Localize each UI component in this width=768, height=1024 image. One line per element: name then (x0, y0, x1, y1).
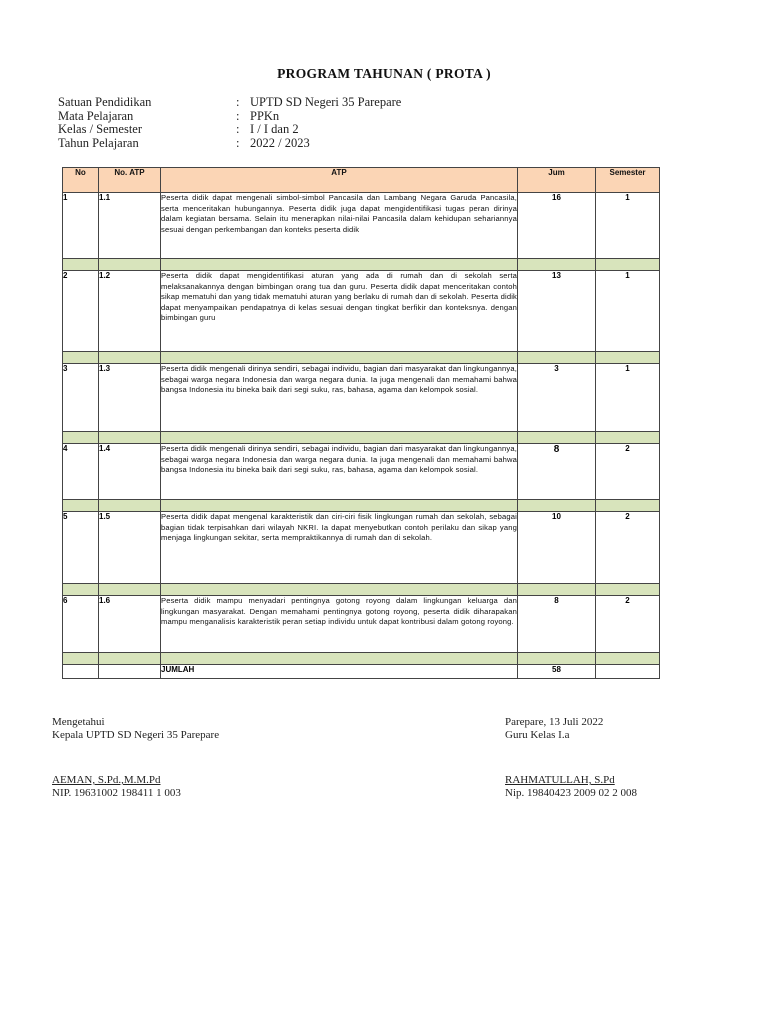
signature-left-line1: Mengetahui (52, 716, 105, 728)
row-semester: 2 (596, 444, 660, 500)
info-value: 2022 / 2023 (250, 136, 310, 151)
table-row (63, 512, 660, 584)
table-row (63, 596, 660, 653)
signature-left-nip: NIP. 19631002 198411 1 003 (52, 786, 181, 799)
row-no: 5 (63, 512, 99, 584)
signature-right (505, 716, 603, 741)
signature-right-line2: Guru Kelas I.a (505, 728, 570, 741)
info-row-mapel (58, 110, 401, 124)
table-row (63, 444, 660, 500)
total-value: 58 (518, 665, 596, 679)
header-no: No (63, 168, 99, 193)
info-label: Satuan Pendidikan (58, 95, 152, 109)
info-label: Mata Pelajaran (58, 108, 134, 123)
signature-right-block (505, 774, 637, 799)
row-semester: 2 (596, 512, 660, 584)
document-title: PROGRAM TAHUNAN ( PROTA ) (277, 66, 491, 81)
row-atp-code: 1.4 (99, 444, 161, 500)
row-atp-code: 1.6 (99, 596, 161, 653)
header-semester: Semester (596, 168, 660, 193)
signature-left-name: AEMAN, S.Pd.,M.M.Pd (52, 774, 161, 786)
spacer-row (63, 352, 660, 364)
row-atp-text: Peserta didik mampu menyadari pentingnya gotong royong dalam lingkungan keluarga dan lingkungan masyarakat. Dengan memahami pentingnya gotong royong, peserta didik diharapakan mampu menganalisis karakteristik peran setiap individu untuk dapat kontribusi dalam gotong royong. (161, 596, 518, 653)
table-row (63, 193, 660, 259)
row-atp-text: Peserta didik dapat mengenali simbol-simbol Pancasila dan Lambang Negara Garuda Pancasila, serta menceritakan hubungannya. Peserta didik juga dapat mengidentifikasi tugas peran dirinya dalam kegiatan bersama. Selain itu menerapkan nilai-nilai Pancasila dalam kehidupan sehariannya sesuai dengan perkembangan dan konteks peserta didik (161, 193, 518, 259)
header-no-atp: No. ATP (99, 168, 161, 193)
info-label: Kelas / Semester (58, 122, 143, 137)
signature-right-line1: Parepare, 13 Juli 2022 (505, 716, 604, 728)
row-atp-text: Peserta didik mengenali dirinya sendiri, sebagai individu, bagian dari masyarakat dan lingkungannya, sebagai warga negara Indonesia dan warga negara dunia. Ia juga mengenali dan memahami bahwa bangsa Indonesia itu bineka baik dari segi suku, ras, bahasa, agama dan kelompok sosial. (161, 444, 518, 500)
row-jum: 13 (518, 271, 596, 352)
row-semester: 1 (596, 364, 660, 432)
spacer-row (63, 653, 660, 665)
row-no: 6 (63, 596, 99, 653)
row-atp-code: 1.3 (99, 364, 161, 432)
info-label: Tahun Pelajaran (58, 136, 139, 151)
info-row-kelas (58, 123, 401, 137)
info-separator: : (236, 122, 240, 137)
row-jum: 16 (518, 193, 596, 259)
signature-left (52, 716, 219, 741)
signature-left-block (52, 774, 181, 799)
spacer-row (63, 259, 660, 271)
spacer-row (63, 500, 660, 512)
row-atp-text: Peserta didik dapat mengenal karakteristik dan ciri-ciri fisik lingkungan rumah dan sekolah, sebagai bagian tidak terpisahkan dari wilayah NKRI. Ia dapat menyebutkan contoh perilaku dan sikap yang menjaga lingkungan sekitar, serta mempraktikannya di rumah dan di sekolah. (161, 512, 518, 584)
row-jum: 3 (518, 364, 596, 432)
row-semester: 1 (596, 193, 660, 259)
info-separator: : (236, 136, 240, 151)
row-jum: 8 (518, 596, 596, 653)
info-value: PPKn (250, 108, 280, 123)
info-row-tahun (58, 137, 401, 151)
row-atp-text: Peserta didik mengenali dirinya sendiri, sebagai individu, bagian dari masyarakat dan lingkungannya, sebagai warga negara Indonesia dan warga negara dunia. Ia juga mengenali dan memahami bahwa bangsa Indonesia itu bineka baik dari segi suku, ras, bahasa, agama dan kelompok sosial. (161, 364, 518, 432)
info-block (58, 96, 401, 151)
row-atp-code: 1.2 (99, 271, 161, 352)
total-row (63, 665, 660, 679)
info-separator: : (236, 95, 240, 109)
header-jum: Jum (518, 168, 596, 193)
signature-left-line2: Kepala UPTD SD Negeri 35 Parepare (52, 728, 220, 741)
prota-table (62, 167, 660, 679)
header-atp: ATP (161, 168, 518, 193)
info-value: UPTD SD Negeri 35 Parepare (250, 95, 402, 109)
table-row (63, 364, 660, 432)
row-atp-text: Peserta didik dapat mengidentifikasi aturan yang ada di rumah dan di sekolah serta melaksanakannya dengan bimbingan orang tua dan guru. Peserta didik dapat menceritakan contoh sikap mematuhi dan yang tidak mematuhi aturan yang berlaku di rumah dan di sekolah. Peserta didik dapat menyampaikan pendapatnya di kelas sesuai dengan tingkat berfikir dan konteksnya. dengan bimbingan guru (161, 271, 518, 352)
total-label: JUMLAH (161, 665, 518, 679)
info-value: I / I dan 2 (250, 122, 299, 137)
spacer-row (63, 432, 660, 444)
row-semester: 1 (596, 271, 660, 352)
row-no: 2 (63, 271, 99, 352)
info-row-satuan (58, 96, 401, 110)
table-header-row (63, 168, 660, 193)
signature-right-nip: Nip. 19840423 2009 02 2 008 (505, 786, 637, 799)
row-semester: 2 (596, 596, 660, 653)
spacer-row (63, 584, 660, 596)
row-jum: 10 (518, 512, 596, 584)
row-atp-code: 1.1 (99, 193, 161, 259)
row-no: 3 (63, 364, 99, 432)
row-no: 1 (63, 193, 99, 259)
signature-right-name: RAHMATULLAH, S.Pd (505, 774, 615, 786)
row-jum: 8 (518, 444, 596, 500)
row-atp-code: 1.5 (99, 512, 161, 584)
info-separator: : (236, 108, 240, 123)
table-row (63, 271, 660, 352)
row-no: 4 (63, 444, 99, 500)
